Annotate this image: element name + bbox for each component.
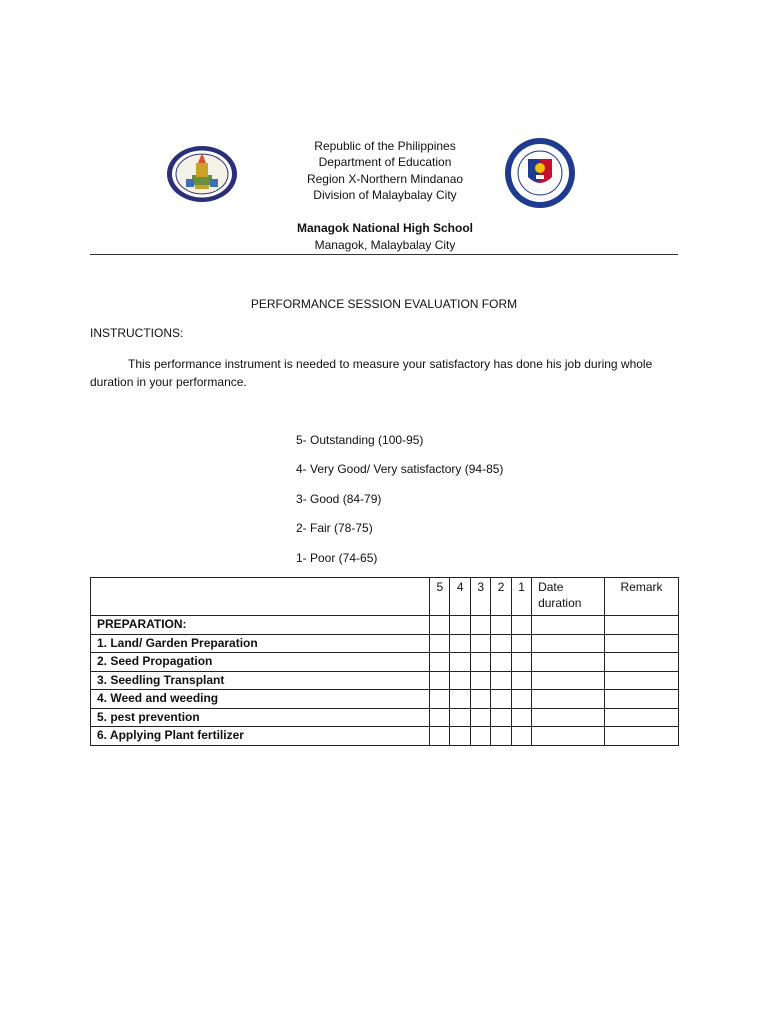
table-header-cell: 5 (430, 578, 450, 616)
table-row (91, 727, 679, 746)
rating-cell[interactable] (491, 708, 512, 727)
school-address: Managok, Malaybalay City (314, 238, 456, 252)
rating-cell[interactable] (450, 708, 471, 727)
rating-cell[interactable] (430, 653, 450, 672)
remark-cell[interactable] (605, 634, 679, 653)
school-seal-icon (166, 145, 238, 203)
table-row (91, 690, 679, 709)
row-label: 1. Land/ Garden Preparation (91, 634, 430, 653)
rating-cell[interactable] (450, 634, 471, 653)
rating-cell[interactable] (471, 727, 491, 746)
form-title: PERFORMANCE SESSION EVALUATION FORM (250, 297, 518, 311)
header-divider (90, 254, 678, 255)
table-header-cell: 4 (450, 578, 471, 616)
rating-cell[interactable] (512, 690, 532, 709)
rating-cell[interactable] (491, 727, 512, 746)
letterhead-line: Republic of the Philippines (314, 139, 456, 153)
remark-cell[interactable] (605, 690, 679, 709)
scale-item: 5- Outstanding (100-95) (296, 433, 424, 447)
scale-item: 1- Poor (74-65) (296, 550, 378, 565)
rating-cell[interactable] (430, 690, 450, 709)
rating-scale (296, 432, 503, 579)
rating-cell[interactable] (430, 616, 450, 635)
rating-cell[interactable] (471, 690, 491, 709)
table-header-cell: Remark (605, 578, 679, 616)
rating-cell[interactable] (471, 708, 491, 727)
rating-cell[interactable] (491, 653, 512, 672)
rating-cell[interactable] (471, 653, 491, 672)
rating-cell[interactable] (471, 616, 491, 635)
letterhead-line: Division of Malaybalay City (313, 187, 457, 202)
letterhead-line: Department of Education (318, 155, 452, 170)
rating-cell[interactable] (450, 671, 471, 690)
scale-item: 3- Good (84-79) (296, 491, 382, 506)
rating-cell[interactable] (512, 634, 532, 653)
remark-cell[interactable] (605, 653, 679, 672)
table-row (91, 671, 679, 690)
row-label: PREPARATION: (91, 616, 430, 635)
row-label: 2. Seed Propagation (91, 653, 430, 672)
letterhead (240, 138, 530, 203)
date-cell[interactable] (532, 708, 605, 727)
evaluation-table (90, 577, 679, 746)
table-header-cell: 1 (512, 578, 532, 616)
table-row (91, 708, 679, 727)
instructions-label: INSTRUCTIONS: (90, 326, 184, 340)
letterhead-line: Region X-Northern Mindanao (306, 171, 464, 186)
instructions-text: This performance instrument is needed to measure your satisfactory has done his job during whole duration in your performance. (90, 357, 653, 389)
rating-cell[interactable] (430, 671, 450, 690)
table-header-cell: 3 (471, 578, 491, 616)
table-row (91, 616, 679, 635)
rating-cell[interactable] (450, 690, 471, 709)
date-cell[interactable] (532, 616, 605, 635)
table-row (91, 634, 679, 653)
date-cell[interactable] (532, 727, 605, 746)
table-header-cell (91, 578, 430, 616)
date-cell[interactable] (532, 690, 605, 709)
rating-cell[interactable] (491, 671, 512, 690)
scale-item: 4- Very Good/ Very satisfactory (94-85) (296, 462, 504, 477)
remark-cell[interactable] (605, 671, 679, 690)
row-label: 3. Seedling Transplant (91, 671, 430, 690)
rating-cell[interactable] (512, 671, 532, 690)
table-header-row (91, 578, 679, 616)
table-row (91, 653, 679, 672)
row-label: 4. Weed and weeding (91, 690, 430, 709)
school-block (240, 220, 530, 254)
rating-cell[interactable] (512, 708, 532, 727)
remark-cell[interactable] (605, 708, 679, 727)
rating-cell[interactable] (450, 727, 471, 746)
rating-cell[interactable] (491, 690, 512, 709)
rating-cell[interactable] (430, 634, 450, 653)
rating-cell[interactable] (450, 653, 471, 672)
rating-cell[interactable] (471, 634, 491, 653)
date-cell[interactable] (532, 634, 605, 653)
school-name: Managok National High School (296, 221, 473, 235)
remark-cell[interactable] (605, 616, 679, 635)
rating-cell[interactable] (512, 616, 532, 635)
table-header-cell: 2 (491, 578, 512, 616)
rating-cell[interactable] (471, 671, 491, 690)
scale-item: 2- Fair (78-75) (296, 521, 373, 536)
rating-cell[interactable] (491, 634, 512, 653)
rating-cell[interactable] (430, 727, 450, 746)
date-cell[interactable] (532, 671, 605, 690)
table-header-cell: Date duration (532, 578, 605, 616)
rating-cell[interactable] (512, 653, 532, 672)
date-cell[interactable] (532, 653, 605, 672)
row-label: 5. pest prevention (91, 708, 430, 727)
rating-cell[interactable] (491, 616, 512, 635)
rating-cell[interactable] (512, 727, 532, 746)
row-label: 6. Applying Plant fertilizer (91, 727, 430, 746)
rating-cell[interactable] (430, 708, 450, 727)
rating-cell[interactable] (450, 616, 471, 635)
remark-cell[interactable] (605, 727, 679, 746)
